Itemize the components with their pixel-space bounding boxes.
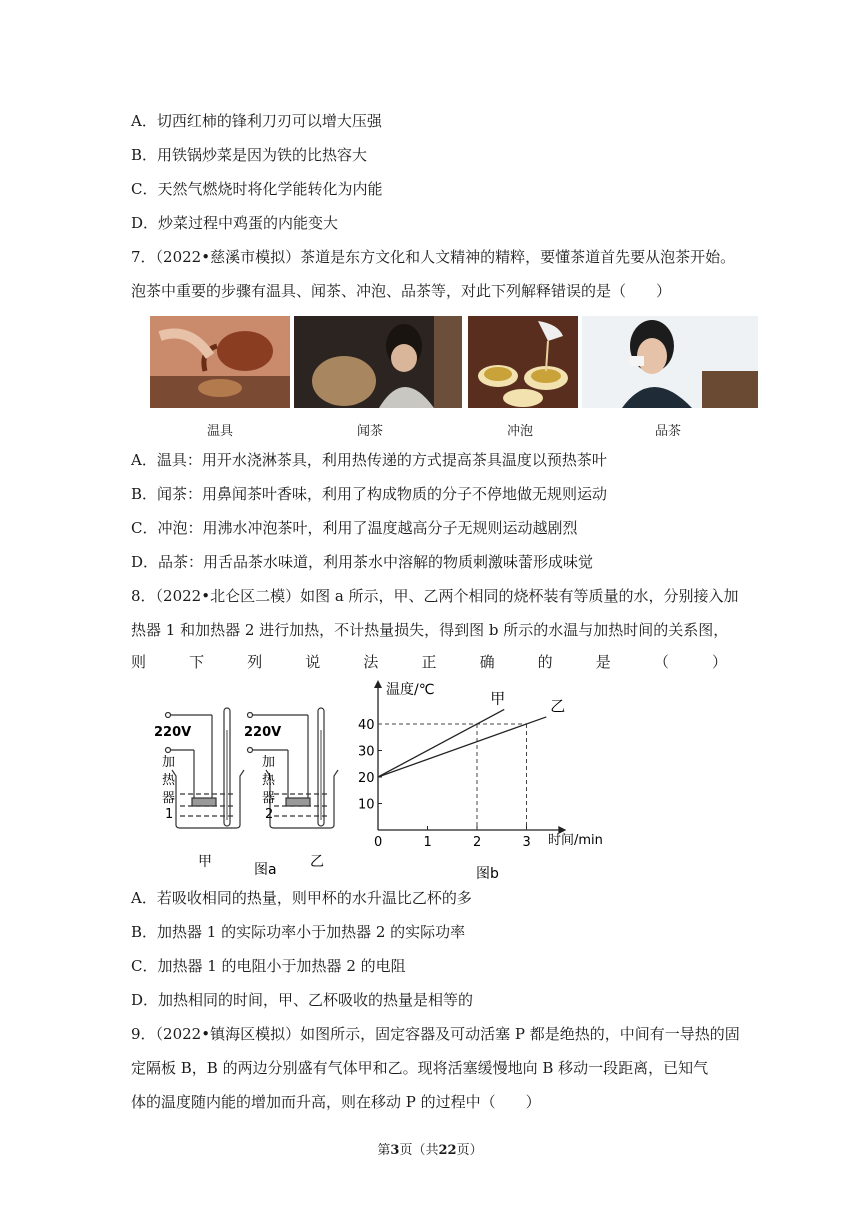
footer-post: 页） xyxy=(456,1143,483,1158)
caption-smell: 闻茶 xyxy=(356,424,383,439)
q8-word: 则 xyxy=(131,653,147,671)
footer-page-number: 3 xyxy=(390,1143,400,1158)
q7-stem-line2: 泡茶中重要的步骤有温具、闻茶、冲泡、品茶等，对此下列解释错误的是（ ） xyxy=(131,282,672,300)
tea-photo-smell xyxy=(294,316,462,408)
y-tick-label: 20 xyxy=(358,771,375,786)
q8-stem-line3 xyxy=(131,652,727,672)
y-axis-arrow xyxy=(374,680,382,688)
q8-word: 的 xyxy=(537,653,553,671)
x-tick-label: 0 xyxy=(374,835,383,850)
q7-option-b: B．闻茶：用鼻闻茶叶香味，利用了构成物质的分子不停地做无规则运动 xyxy=(131,485,608,503)
q6-option-b: B．用铁锅炒菜是因为铁的比热容大 xyxy=(131,146,368,164)
q7-option-c: C．冲泡：用沸水冲泡茶叶，利用了温度越高分子无规则运动越剧烈 xyxy=(131,519,578,537)
q8-option-b: B．加热器 1 的实际功率小于加热器 2 的实际功率 xyxy=(131,923,466,941)
footer-total-pages: 22 xyxy=(438,1143,457,1158)
q8-word: （ xyxy=(653,653,669,671)
tea-photo-warm-ware xyxy=(150,316,290,408)
figure-a-beakers xyxy=(150,700,350,882)
figure-b-chart xyxy=(350,676,620,882)
q8-word: 列 xyxy=(247,653,263,671)
tea-photo-taste xyxy=(582,316,758,408)
q8-word: 说 xyxy=(305,653,321,671)
beaker-label-yi: 乙 xyxy=(310,854,324,870)
heater1-char: 加 xyxy=(162,755,176,770)
voltage-label-2: 220V xyxy=(244,725,282,740)
q7-option-a: A．温具：用开水浇淋茶具，利用热传递的方式提高茶具温度以预热茶叶 xyxy=(131,451,607,469)
tea-photo-brew xyxy=(468,316,578,408)
heater1-char: 1 xyxy=(165,807,174,822)
heater2-char: 加 xyxy=(262,755,276,770)
q8-word: ） xyxy=(711,653,727,671)
footer-pre: 第 xyxy=(377,1143,391,1158)
q6-option-c: C．天然气燃烧时将化学能转化为内能 xyxy=(131,180,383,198)
chart-xlabel: 时间/min xyxy=(548,833,603,848)
x-tick-label: 2 xyxy=(473,835,482,850)
series-label-yi: 乙 xyxy=(550,696,566,715)
q9-stem-line2: 定隔板 B，B 的两边分别盛有气体甲和乙。现将活塞缓慢地向 B 移动一段距离，已知气 xyxy=(131,1059,709,1077)
page-footer xyxy=(0,1139,860,1158)
q9-stem-line1: 9．（2022•镇海区模拟）如图所示，固定容器及可动活塞 P 都是绝热的，中间有一导热的固 xyxy=(131,1025,740,1043)
series-line-jia xyxy=(378,709,504,777)
x-tick-label: 1 xyxy=(423,835,432,850)
q8-word: 是 xyxy=(595,653,611,671)
q8-word: 法 xyxy=(363,653,379,671)
q7-option-d: D．品茶：用舌品茶水味道，利用茶水中溶解的物质刺激味蕾形成味觉 xyxy=(131,553,594,571)
y-tick-label: 10 xyxy=(358,797,375,813)
voltage-label-1: 220V xyxy=(154,725,192,740)
footer-mid: 页（共 xyxy=(399,1143,439,1158)
figure-b-caption: 图b xyxy=(476,866,499,882)
series-label-jia: 甲 xyxy=(490,689,506,708)
x-tick-label: 3 xyxy=(522,835,531,850)
q9-stem-line3: 体的温度随内能的增加而升高，则在移动 P 的过程中（ ） xyxy=(131,1093,541,1111)
y-tick-label: 40 xyxy=(358,718,375,733)
q8-word: 正 xyxy=(421,653,437,671)
caption-taste: 品茶 xyxy=(654,424,681,439)
q8-stem-line1: 8．（2022•北仑区二模）如图 a 所示，甲、乙两个相同的烧杯装有等质量的水，分别接入加 xyxy=(131,587,739,605)
heater2-char: 热 xyxy=(262,773,276,788)
q6-option-d: D．炒菜过程中鸡蛋的内能变大 xyxy=(131,214,339,232)
caption-warm-ware: 温具 xyxy=(206,424,233,439)
q8-option-a: A．若吸收相同的热量，则甲杯的水升温比乙杯的多 xyxy=(131,889,472,907)
series-line-yi xyxy=(378,717,546,777)
q7-stem-line1: 7．（2022•慈溪市模拟）茶道是东方文化和人文精神的精粹，要懂茶道首先要从泡茶开始。 xyxy=(131,248,736,266)
caption-brew: 冲泡 xyxy=(506,424,533,439)
heater1-char: 热 xyxy=(162,773,176,788)
q8-option-c: C．加热器 1 的电阻小于加热器 2 的电阻 xyxy=(131,957,406,975)
q8-option-d: D．加热相同的时间，甲、乙杯吸收的热量是相等的 xyxy=(131,991,474,1009)
q8-stem-line2: 热器 1 和加热器 2 进行加热，不计热量损失，得到图 b 所示的水温与加热时间的关系图， xyxy=(131,621,729,639)
heater2-char: 器 xyxy=(262,791,276,806)
heater2-char: 2 xyxy=(265,807,274,822)
figure-a-caption: 图a xyxy=(254,862,277,878)
y-tick-label: 30 xyxy=(358,744,375,760)
beaker-label-jia: 甲 xyxy=(198,854,212,870)
q6-option-a: A．切西红柿的锋利刀刃可以增大压强 xyxy=(131,112,382,130)
q8-word: 确 xyxy=(479,653,495,671)
q8-word: 下 xyxy=(189,653,205,671)
heater1-char: 器 xyxy=(162,791,176,806)
chart-ylabel: 温度/℃ xyxy=(386,682,435,698)
